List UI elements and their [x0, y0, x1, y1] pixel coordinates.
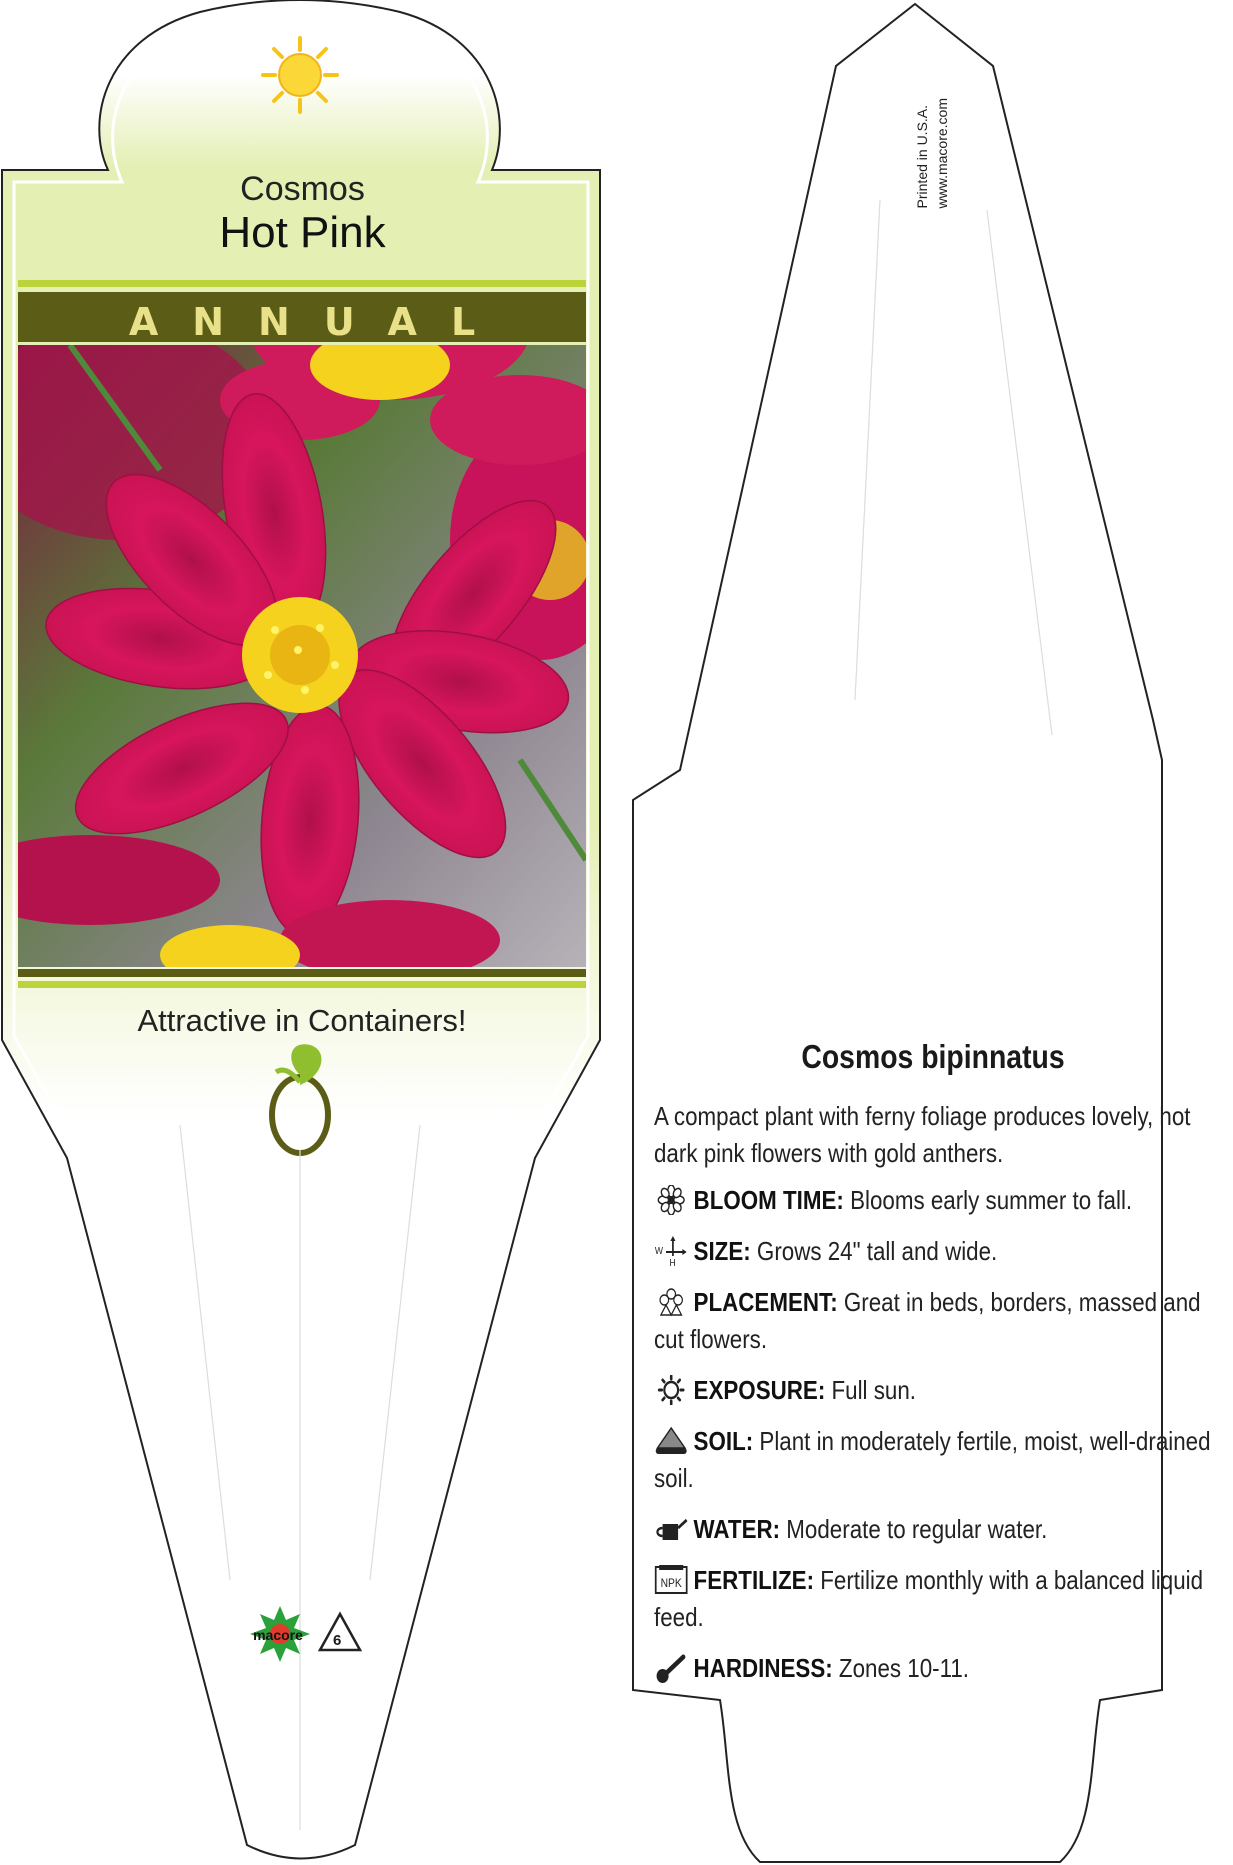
care-row-placement: PLACEMENT: Great in beds, borders, massed and cut flowers.: [654, 1287, 1201, 1354]
tagline: Attractive in Containers!: [137, 1003, 467, 1038]
category-banner: ANNUAL: [128, 300, 510, 344]
care-row-water: WATER: Moderate to regular water.: [654, 1511, 1229, 1548]
placement-icon: [654, 1287, 688, 1317]
svg-text:W: W: [654, 1245, 663, 1257]
printed-info: [912, 98, 952, 208]
svg-text:NPK: NPK: [660, 1577, 682, 1591]
plant-genus: Cosmos: [240, 170, 365, 208]
thermometer-icon: [654, 1653, 688, 1683]
size-icon: [654, 1236, 688, 1266]
soil-icon: [654, 1426, 688, 1456]
flower-photo: [0, 260, 630, 985]
brand-logo-text: macore: [253, 1627, 303, 1643]
care-row-fertilize: NPK FERTILIZE: Fertilize monthly with a balanced liquid feed.: [654, 1565, 1204, 1632]
flower-icon: [654, 1185, 688, 1215]
plant-variety: Hot Pink: [219, 208, 386, 257]
care-row-hardiness: HARDINESS: Zones 10-11.: [654, 1650, 1229, 1687]
printed-line-1: Printed in U.S.A.: [914, 104, 930, 209]
care-info: [654, 1098, 1229, 1701]
care-row-bloom: BLOOM TIME: Blooms early summer to fall.: [654, 1182, 1229, 1219]
care-row-exposure: EXPOSURE: Full sun.: [654, 1372, 1229, 1409]
watering-can-icon: [654, 1514, 688, 1544]
sun-icon: [654, 1375, 688, 1405]
printed-line-2: www.macore.com: [934, 98, 950, 209]
svg-text:H: H: [669, 1257, 676, 1266]
scientific-name: Cosmos bipinnatus: [801, 1038, 1065, 1075]
plant-description: A compact plant with ferny foliage produces lovely, hot dark pink flowers with gold anthers.: [654, 1101, 1191, 1168]
care-row-soil: SOIL: Plant in moderately fertile, moist, well-drained soil.: [654, 1426, 1211, 1493]
npk-icon: [654, 1565, 688, 1595]
recycle-number: 6: [333, 1632, 342, 1649]
care-row-size: W H SIZE: Grows 24" tall and wide.: [654, 1233, 1229, 1270]
sun-icon: [263, 38, 337, 112]
